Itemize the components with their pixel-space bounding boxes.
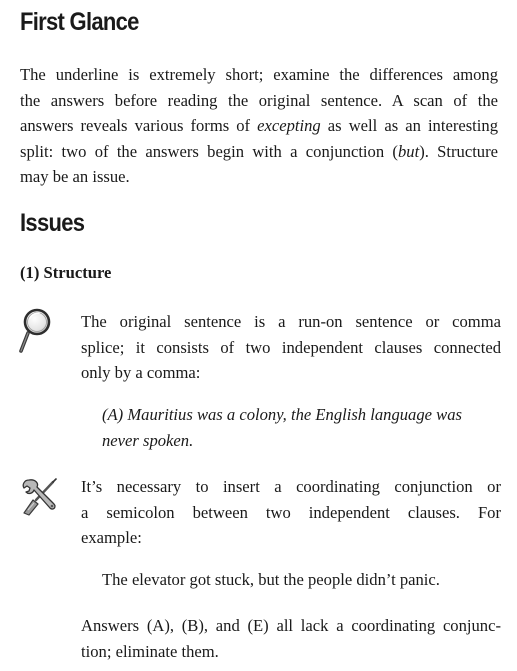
text-line: example: — [81, 528, 142, 547]
text-line: never spoken. — [102, 430, 194, 450]
text-line: Answers (A), (B), and (E) all lack a coordinating conjunc- — [81, 616, 501, 635]
text-line: the answers before reading the original sentence. A scan of the — [20, 90, 498, 110]
text-line: may be an issue. — [20, 167, 130, 186]
text-line: (A) Mauritius was a colony, the English language was — [102, 405, 462, 424]
text-line — [20, 113, 498, 139]
example-sentence — [102, 567, 502, 593]
structure-paragraph — [81, 309, 501, 386]
text-line: The original sentence is a run-on sentence or comma — [81, 312, 501, 331]
fix-paragraph — [81, 474, 501, 551]
text-run: ). Structure — [419, 141, 498, 161]
text-line: The elevator got stuck, but the people didn’t panic. — [102, 570, 440, 589]
text-line: It’s necessary to insert a coordinating conjunction or — [81, 477, 501, 496]
text-line: a semicolon between two independent clauses. For — [81, 502, 501, 522]
text-line — [20, 139, 498, 165]
text-run: as well as an interesting — [320, 116, 498, 135]
structure-subheading: (1) Structure — [20, 263, 112, 282]
text-line: The underline is extremely short; examine the differences among — [20, 65, 498, 84]
text-line: splice; it consists of two independent clauses connected — [81, 337, 501, 357]
example-answer-a — [102, 402, 502, 453]
answers-paragraph — [81, 613, 501, 664]
wrench-screwdriver-icon — [20, 476, 58, 516]
text-line: only by a comma: — [81, 363, 201, 382]
text-run: answers reveals various forms of — [20, 116, 258, 135]
text-line: tion; eliminate them. — [81, 641, 219, 661]
emphasis-but: but — [397, 141, 420, 161]
emphasis-excepting: excepting — [257, 116, 321, 135]
magnifying-glass-icon — [18, 308, 52, 354]
first-glance-paragraph — [20, 62, 498, 190]
issues-heading: Issues — [20, 209, 85, 237]
text-run: split: two of the answers begin with a conjunction ( — [20, 141, 398, 161]
first-glance-heading: First Glance — [20, 8, 139, 36]
